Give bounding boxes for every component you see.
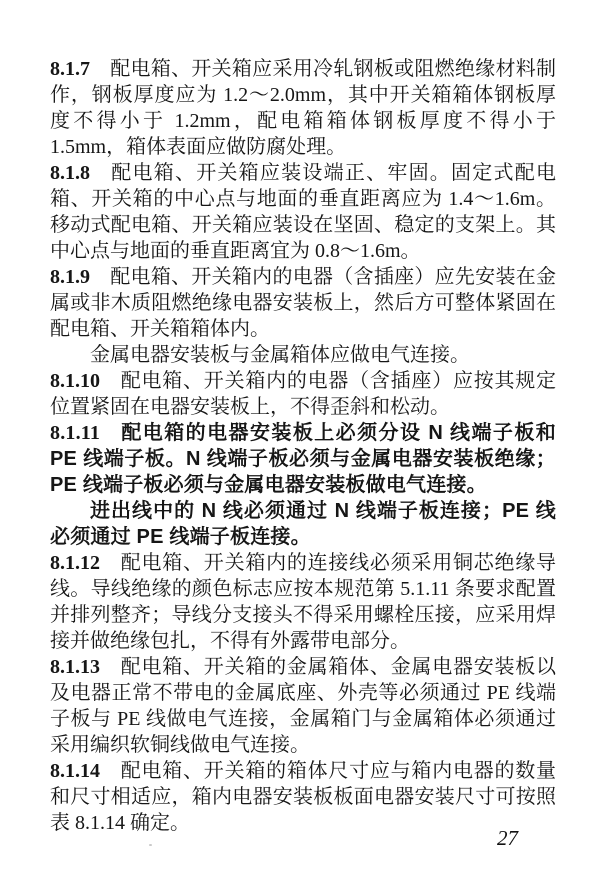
page-number: 27: [497, 826, 518, 850]
clause-body-text: 配电箱、开关箱内的连接线必须采用铜芯绝缘导线。导线绝缘的颜色标志应按本规范第 5.1.11 条要求配置并排列整齐；导线分支接头不得采用螺栓压接，应采用焊接并做绝缘包扎，不得有外露带电部分。: [50, 552, 556, 652]
clause-body-text: 配电箱、开关箱的箱体尺寸应与箱内电器的数量和尺寸相适应，箱内电器安装板板面电器安装尺寸可按照表 8.1.14 确定。: [50, 760, 556, 834]
clause-body-text: 配电箱、开关箱应装设端正、牢固。固定式配电箱、开关箱的中心点与地面的垂直距离应为 1.4～1.6m。移动式配电箱、开关箱应装设在坚固、稳定的支架上。其中心点与地面的垂直距离宜为 0.8～1.6m。: [50, 162, 556, 262]
clause-8-1-7: [50, 56, 556, 160]
clause-body-text: 配电箱、开关箱的金属箱体、金属电器安装板以及电器正常不带电的金属底座、外壳等必须通过 PE 线端子板与 PE 线做电气连接，金属箱门与金属箱体必须通过采用编织软铜线做电气连接。: [50, 656, 556, 756]
clause-body-text: 配电箱的电器安装板上必须分设 N 线端子板和 PE 线端子板。N 线端子板必须与金属电器安装板绝缘；PE 线端子板必须与金属电器安装板做电气连接。: [50, 422, 556, 496]
clause-8-1-8: [50, 160, 556, 264]
clause-number: 8.1.8: [50, 162, 90, 184]
clause-8-1-12: [50, 550, 556, 654]
clause-body-text: 配电箱、开关箱应采用冷轧钢板或阻燃绝缘材料制作，钢板厚度应为 1.2～2.0mm，其中开关箱箱体钢板厚度不得小于 1.2mm，配电箱箱体钢板厚度不得小于 1.5mm，箱体表面应做防腐处理。: [50, 58, 556, 158]
clause-body-text: 金属电器安装板与金属箱体应做电气连接。: [90, 344, 470, 366]
clause-number: 8.1.10: [50, 370, 100, 392]
clause-8-1-11-mandatory: [50, 420, 556, 498]
clause-8-1-13: [50, 654, 556, 758]
clause-8-1-14: [50, 758, 556, 836]
clause-number: 8.1.13: [50, 656, 100, 678]
clause-8-1-9: [50, 264, 556, 342]
clause-8-1-11-subparagraph-mandatory: [50, 498, 556, 550]
clause-body-text: 配电箱、开关箱内的电器（含插座）应按其规定位置紧固在电器安装板上，不得歪斜和松动。: [50, 370, 556, 418]
clause-text-block: [50, 56, 556, 836]
clause-8-1-9-subparagraph: [50, 342, 556, 368]
clause-number: 8.1.14: [50, 760, 100, 782]
clause-body-text: 配电箱、开关箱内的电器（含插座）应先安装在金属或非木质阻燃绝缘电器安装板上，然后方可整体紧固在配电箱、开关箱箱体内。: [50, 266, 556, 340]
clause-8-1-10: [50, 368, 556, 420]
clause-number: 8.1.12: [50, 552, 100, 574]
clause-number: 8.1.11: [50, 422, 101, 444]
scan-artifact-dot: [149, 844, 152, 846]
clause-body-text: 进出线中的 N 线必须通过 N 线端子板连接；PE 线必须通过 PE 线端子板连接。: [50, 500, 556, 548]
clause-number: 8.1.7: [50, 58, 90, 80]
clause-number: 8.1.9: [50, 266, 90, 288]
